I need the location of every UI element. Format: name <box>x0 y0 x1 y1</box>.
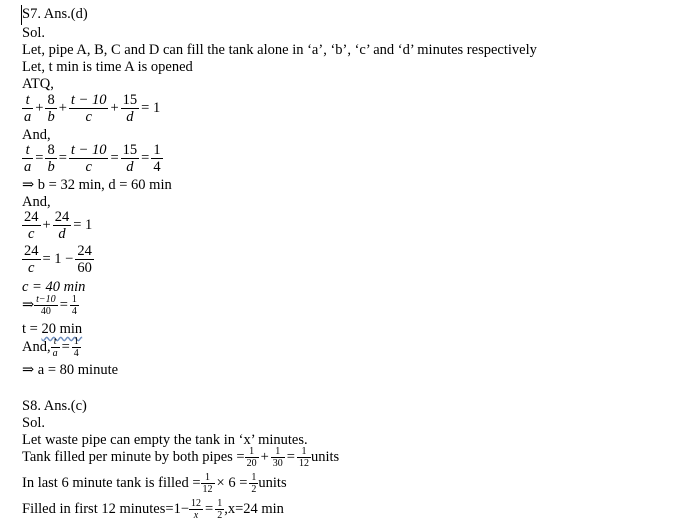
t-value-underlined: 20 min <box>41 321 83 337</box>
first-twelve-minutes: Filled in first 12 minutes=1− $\frac{12}{x}$ = $\frac{1}{2}$ ,x=24 min <box>22 498 284 521</box>
fraction: $\frac{24}{60}$ <box>77 243 92 276</box>
equation-2: $\frac{t}{a}$ = $\frac{8}{b}$ = $\frac{t - 10}{c}$ = $\frac{15}{d}$ = $\frac{1}{4}$ <box>24 142 161 175</box>
fraction: $\frac{1}{4}$ <box>153 142 161 175</box>
and-label-2: And, <box>22 194 51 210</box>
and-label-1: And, <box>22 127 51 143</box>
fraction: $\frac{8}{b}$ <box>47 92 55 125</box>
atq-label: ATQ, <box>22 76 54 92</box>
fraction: $\frac{1}{12}$ <box>298 446 309 469</box>
fraction: $\frac{1}{30}$ <box>272 446 283 469</box>
a-value: ⇒ a = 80 minute <box>22 362 119 378</box>
fraction: $\frac{1}{2}$ <box>217 498 223 521</box>
fraction: $\frac{t}{a}$ <box>52 336 58 359</box>
question-title-s7: S7. Ans.(d) <box>22 6 88 22</box>
fraction: $\frac{24}{d}$ <box>54 209 70 242</box>
fraction: $\frac{12}{x}$ <box>191 498 201 521</box>
sol-label-s7: Sol. <box>22 25 45 41</box>
fraction: $\frac{1}{4}$ <box>71 294 77 317</box>
equation-3: $\frac{24}{c}$ + $\frac{24}{d}$ = 1 <box>24 209 93 242</box>
fraction: $\frac{24}{c}$ <box>24 209 39 242</box>
question-title-s8: S8. Ans.(c) <box>22 398 87 414</box>
fraction: $\frac{t - 10}{c}$ <box>70 142 107 175</box>
c-value-text: c = 40 min <box>22 279 86 295</box>
t-value: t = 20 min <box>22 321 83 337</box>
equation-6: And, $\frac{t}{a}$ = $\frac{1}{4}$ <box>22 336 79 359</box>
equation-5: ⇒ $\frac{t-10}{40}$ = $\frac{1}{4}$ <box>22 294 77 317</box>
fraction: $\frac{t - 10}{c}$ <box>70 92 107 125</box>
fraction: $\frac{8}{b}$ <box>47 142 55 175</box>
last-six-minutes: In last 6 minute tank is filled = $\frac{1}{12}$ × 6 = $\frac{1}{2}$ units <box>22 472 287 495</box>
intro-s7: Let, pipe A, B, C and D can fill the tank alone in ‘a’, ‘b’, ‘c’ and ‘d’ minutes respectively <box>22 42 537 58</box>
fraction: $\frac{24}{c}$ <box>24 243 39 276</box>
fraction: $\frac{15}{d}$ <box>122 92 138 125</box>
tank-filled-per-minute: Tank filled per minute by both pipes = $\frac{1}{20}$ + $\frac{1}{30}$ = $\frac{1}{12}$ units <box>22 446 340 469</box>
fraction: $\frac{t-10}{40}$ <box>36 294 56 317</box>
fraction: $\frac{t}{a}$ <box>24 142 32 175</box>
fraction: $\frac{t}{a}$ <box>24 92 32 125</box>
fraction: $\frac{1}{4}$ <box>73 336 79 359</box>
equation-4: $\frac{24}{c}$ = 1 − $\frac{24}{60}$ <box>24 243 92 276</box>
fraction: $\frac{1}{12}$ <box>202 472 213 495</box>
let-t-line: Let, t min is time A is opened <box>22 59 193 75</box>
equation-1: $\frac{t}{a}$ + $\frac{8}{b}$ + $\frac{t - 10}{c}$ + $\frac{15}{d}$ = 1 <box>24 92 161 125</box>
sol-label-s8: Sol. <box>22 415 45 431</box>
fraction: $\frac{1}{2}$ <box>251 472 257 495</box>
fraction: $\frac{1}{20}$ <box>246 446 257 469</box>
result-b-d: ⇒ b = 32 min, d = 60 min <box>22 177 172 193</box>
fraction: $\frac{15}{d}$ <box>122 142 138 175</box>
intro-s8: Let waste pipe can empty the tank in ‘x’ minutes. <box>22 432 308 448</box>
